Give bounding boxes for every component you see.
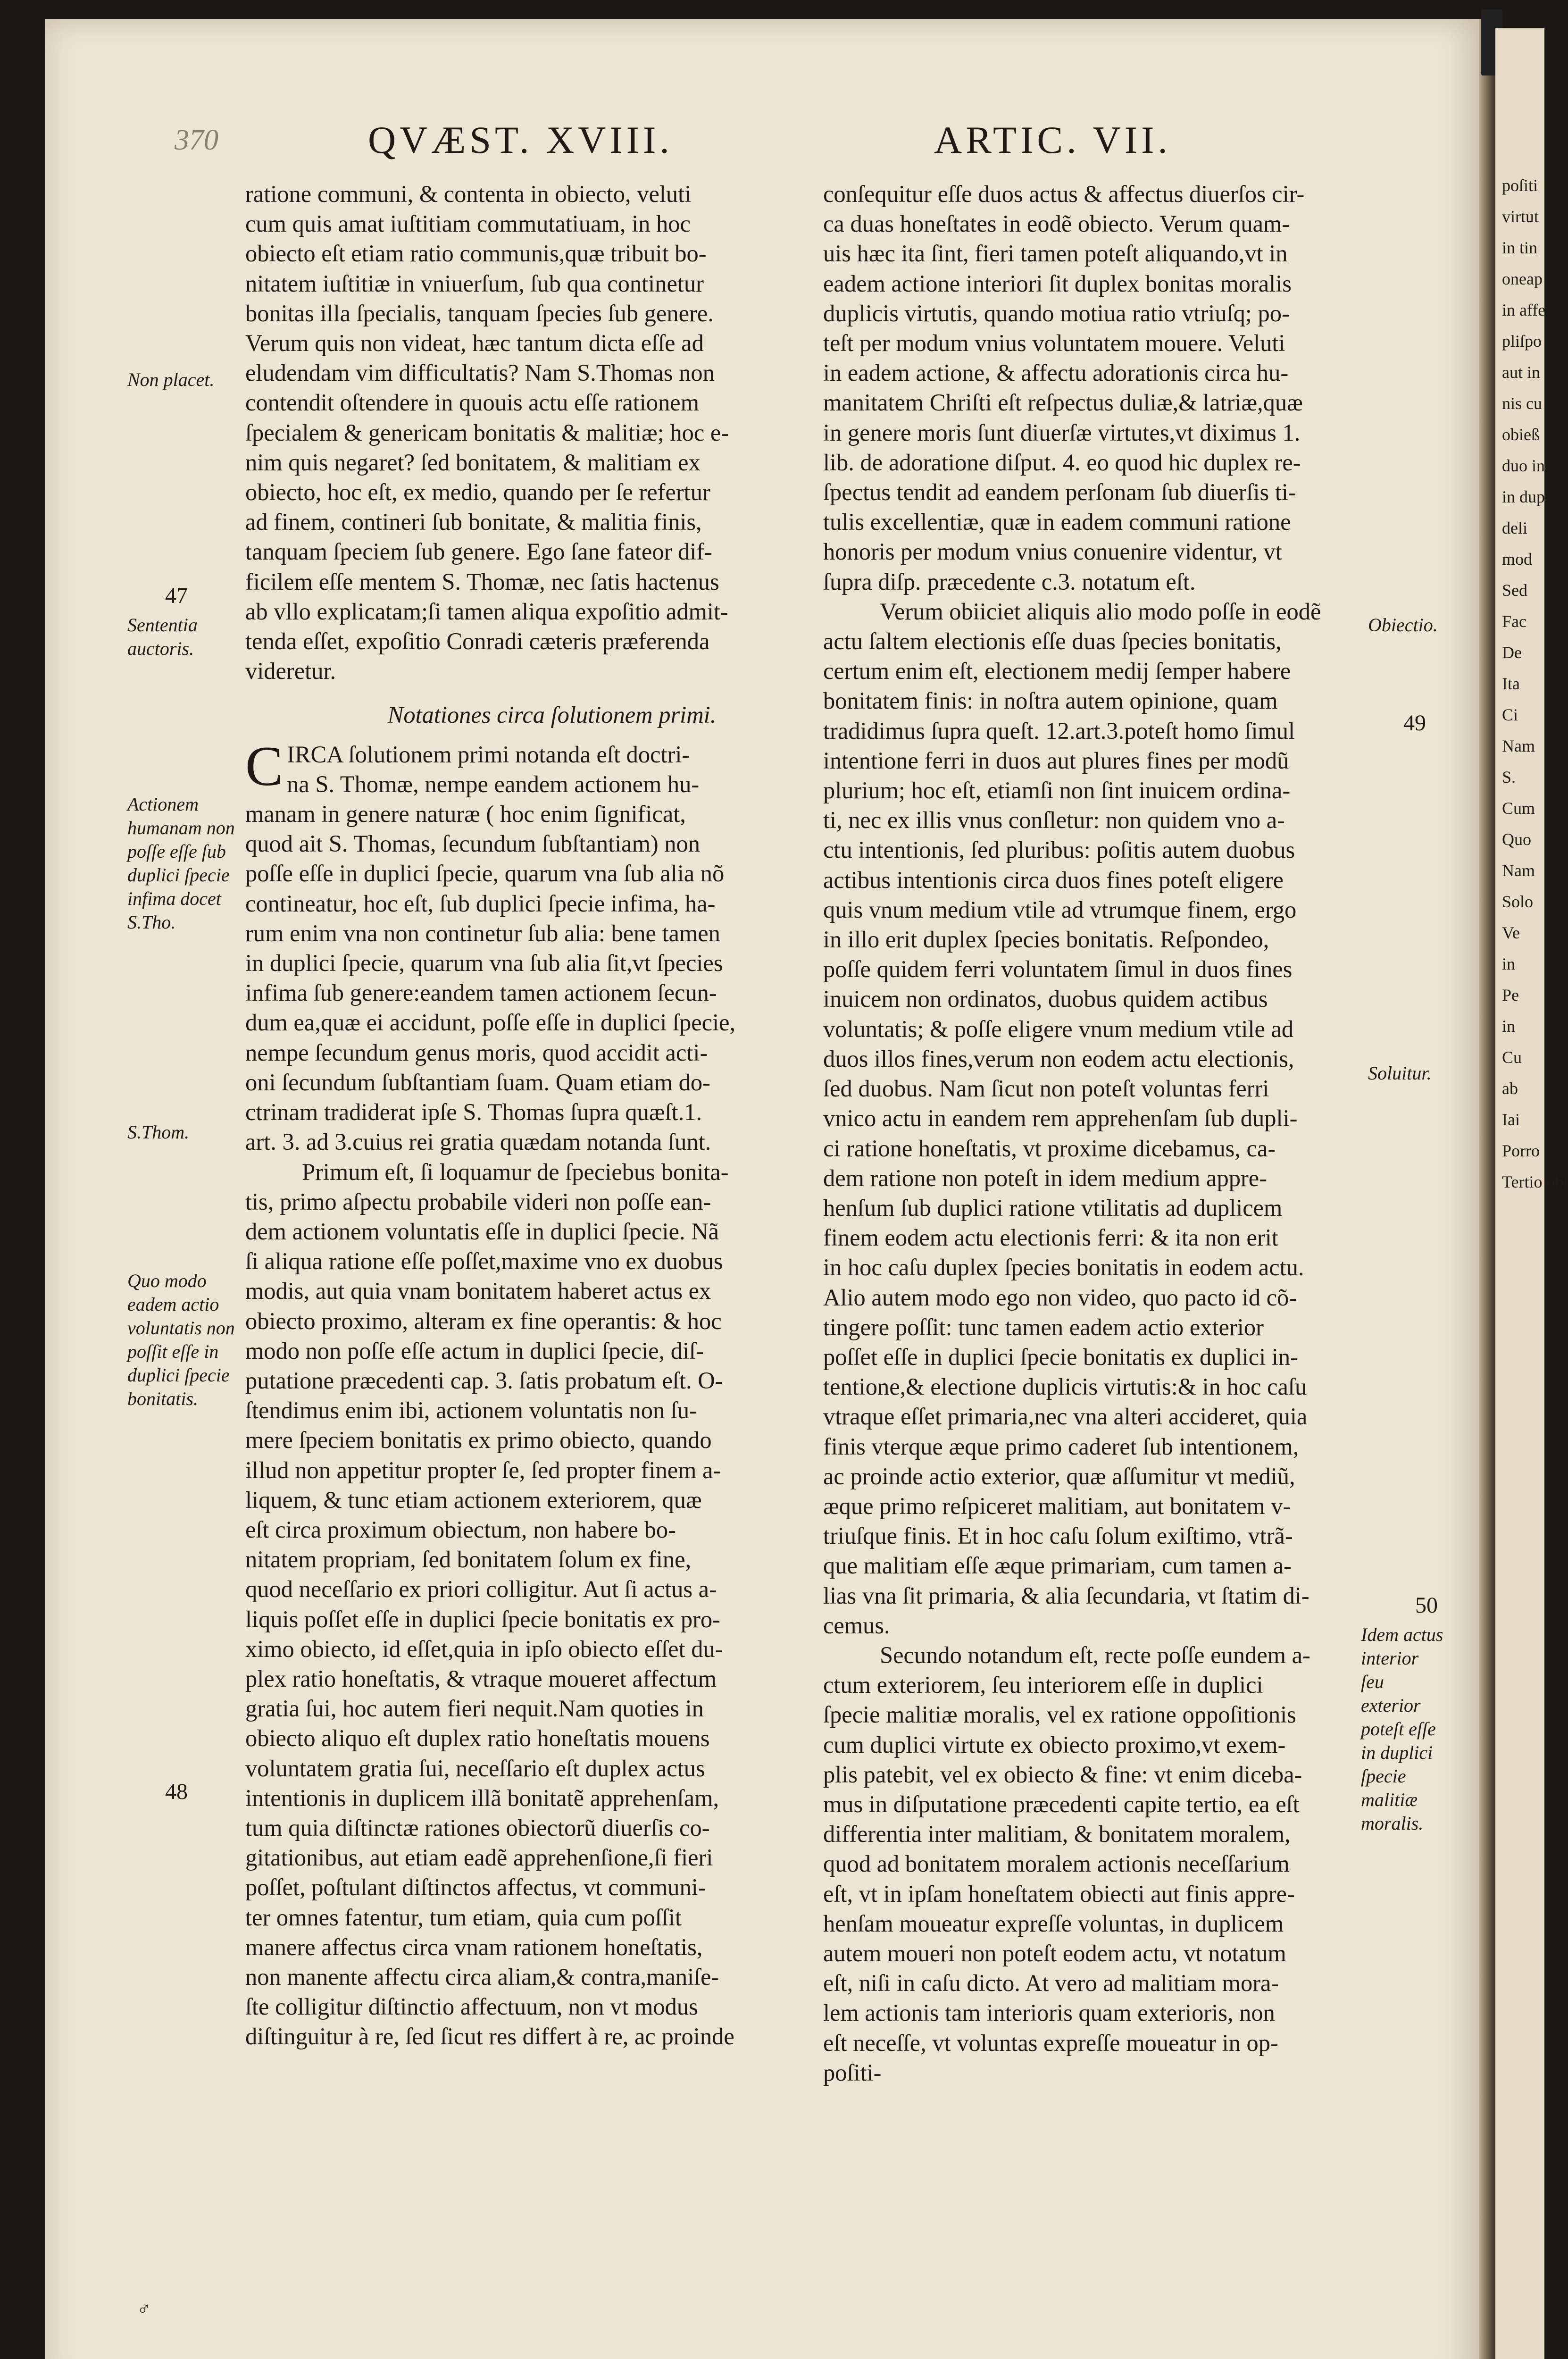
left-column-text-part1 (245, 179, 859, 686)
text-line: voluntatis; & poſſe eligere vnum medium vtile ad (823, 1015, 1294, 1042)
text-line: tenda eſſet, expoſitio Conradi cæteris præferenda (245, 628, 710, 655)
text-line: Secundo notandum eſt, recte poſſe eundem a- (880, 1641, 1310, 1668)
left-column-text-part2 (245, 734, 859, 2052)
text-line: duplicis virtutis, quando motiua ratio vtriuſq; po- (823, 300, 1290, 326)
facing-page-fragment: De (1502, 643, 1522, 662)
text-line: tradidimus ſupra queſt. 12.art.3.poteſt homo ſimul (823, 717, 1295, 744)
left-text-column (245, 179, 859, 2052)
margin-note-non-placet: Non placet. (127, 369, 215, 390)
text-line: in hoc caſu duplex ſpecies bonitatis in eodem actu. (823, 1254, 1304, 1281)
facing-page-fragment: Nam (1502, 861, 1535, 880)
facing-page-fragment: Fac (1502, 612, 1526, 631)
facing-page-fragment: poſiti (1502, 176, 1538, 195)
text-line: ſi aliqua ratione eſſe poſſet,maxime vno ex duobus (245, 1248, 723, 1275)
text-line: intentione ferri in duos aut plures fines per modũ (823, 747, 1289, 774)
text-line: differentia inter malitiam, & bonitatem moralem, (823, 1821, 1291, 1848)
text-line: certum enim eſt, electionem medij ſemper habere (823, 658, 1291, 685)
text-line: eſt circa proximum obiectum, non habere bo- (245, 1516, 676, 1543)
text-line: nitatem iuſtitiæ in vniuerſum, ſub qua continetur (245, 270, 704, 297)
text-line: intentionis in duplicem illã bonitatẽ apprehenſam, (245, 1784, 719, 1811)
text-line: ſed duobus. Nam ſicut non poteſt voluntas ferri (823, 1075, 1269, 1102)
facing-page-fragment: obieß (1502, 425, 1540, 444)
text-line: ci ratione honeſtatis, vt proxime dicebamus, ca- (823, 1135, 1276, 1162)
text-line: Verum obiiciet aliquis alio modo poſſe in eodẽ (880, 598, 1321, 625)
text-line: diſtinguitur à re, ſed ſicut res differt à re, ac proinde (245, 2023, 734, 2050)
text-line: ſpectus tendit ad eandem perſonam ſub diuerſis ti- (823, 479, 1296, 506)
text-line: dum ea,quæ ei accidunt, poſſe eſſe in duplici ſpecie, (245, 1009, 736, 1036)
text-line: nim quis negaret? ſed bonitatem, & malitiam ex (245, 449, 701, 476)
text-line: ac proinde actio exterior, quæ aſſumitur vt mediũ, (823, 1463, 1295, 1489)
text-line: poſſet, poſtulant diſtinctos affectus, vt communi- (245, 1874, 706, 1901)
facing-page-fragment: Quo (1502, 830, 1531, 849)
paragraph-number-50: 50 (1415, 1593, 1438, 1618)
text-line: manitatem Chriſti eſt reſpectus duliæ,& latriæ,quæ (823, 389, 1303, 416)
text-line: tanquam ſpeciem ſub genere. Ego ſane fateor dif- (245, 538, 712, 565)
text-line: modis, aut quia vnam bonitatem haberet actus ex (245, 1278, 711, 1305)
facing-page-fragment: in affe (1502, 301, 1546, 319)
text-line: gitationibus, aut etiam eadẽ apprehenſione,ſi fieri (245, 1844, 713, 1871)
text-line: obiecto, hoc eſt, ex medio, quando per ſe refertur (245, 479, 710, 506)
right-text-column (823, 179, 1436, 2088)
text-line: finis vterque æque primo caderet ſub intentionem, (823, 1433, 1299, 1460)
facing-page-fragment: duo in (1502, 456, 1545, 475)
text-line: bonitatem finis: in noſtra autem opinione, quam (823, 687, 1278, 714)
margin-note-sthom: S.Thom. (127, 1121, 190, 1143)
text-line: Verum quis non videat, hæc tantum dicta eſſe ad (245, 330, 704, 357)
text-line: ratione communi, & contenta in obiecto, veluti (245, 181, 692, 207)
text-line: na S. Thomæ, nempe eandem actionem hu- (287, 770, 700, 797)
margin-note-soluitur: Soluitur. (1368, 1062, 1432, 1084)
text-line: lias vna ſit primaria, & alia ſecundaria, vt ſtatim di- (823, 1582, 1309, 1609)
facing-page-fragment: in (1502, 1017, 1516, 1036)
text-line: Alio autem modo ego non video, quo pacto id cõ- (823, 1284, 1297, 1311)
facing-page-edge (1495, 28, 1568, 2359)
text-line: ca duas honeſtates in eodẽ obiecto. Verum quam- (823, 210, 1290, 237)
text-line: ad finem, contineri ſub bonitate, & malitia finis, (245, 509, 702, 535)
text-line: poſiti- (823, 2059, 882, 2086)
running-head-question: QVÆST. XVIII. (368, 118, 673, 161)
text-line: ficilem eſſe mentem S. Thomæ, nec ſatis hactenus (245, 568, 719, 595)
facing-page-fragment: ab (1502, 1079, 1518, 1098)
text-line: actibus intentionis circa duos fines poteſt eligere (823, 866, 1284, 893)
text-line: rum enim vna non continetur ſub alia: bene tamen (245, 920, 720, 946)
text-line: ctu intentionis, ſed pluribus: poſitis autem duobus (823, 837, 1295, 863)
text-line: tum quia diſtinctæ rationes obiectorũ diuerſis co- (245, 1814, 710, 1841)
text-line: ſpecie malitiæ moralis, vel ex ratione oppoſitionis (823, 1701, 1296, 1728)
paragraph-number-48: 48 (165, 1779, 188, 1804)
facing-page-fragment: Cum (1502, 799, 1535, 818)
text-line: IRCA ſolutionem primi notanda eſt doctri- (287, 741, 690, 768)
facing-page-fragment: pliſpo (1502, 332, 1542, 351)
text-line: tentione,& electione duplicis virtutis:& in hoc caſu (823, 1373, 1307, 1400)
text-line: lib. de adoratione diſput. 4. eo quod hic duplex re- (823, 449, 1301, 476)
text-line: poſſe quidem ferri voluntatem ſimul in duos fines (823, 956, 1293, 983)
text-line: mere ſpeciem bonitatis ex primo obiecto, quando (245, 1427, 712, 1454)
text-line: que malitiam eſſe æque primariam, cum tamen a- (823, 1552, 1292, 1579)
text-line: tulis excellentiæ, quæ in eadem communi ratione (823, 509, 1291, 535)
facing-page-fragment: nis cu (1502, 394, 1542, 413)
text-line: poſſe eſſe in duplici ſpecie, quarum vna ſub alia nõ (245, 860, 725, 887)
text-line: eſt, vt in ipſam honeſtatem obiecti aut finis appre- (823, 1880, 1295, 1907)
facing-page-fragment: in (1502, 954, 1516, 973)
facing-page-fragment: in tin (1502, 238, 1538, 257)
text-line: ab vllo explicatam;ſi tamen aliqua expoſitio admit- (245, 598, 728, 625)
text-line: infima ſub genere:eandem tamen actionem ſecun- (245, 979, 717, 1006)
book-spine (1479, 19, 1495, 2359)
text-line: ter omnes fatentur, tum etiam, quia cum poſſit (245, 1904, 682, 1931)
text-line: mus in diſputatione præcedenti capite tertio, ea eſt (823, 1790, 1300, 1817)
paragraph-number-47: 47 (165, 583, 188, 608)
text-line: actu ſaltem electionis eſſe duas ſpecies bonitatis, (823, 628, 1282, 655)
text-line: finem eodem actu electionis ferri: & ita non erit (823, 1224, 1278, 1251)
text-line: illud non appetitur propter ſe, ſed propter finem a- (245, 1456, 721, 1483)
text-line: liquem, & tunc etiam actionem exteriorem, quæ (245, 1486, 702, 1513)
text-line: autem moueri non poteſt eodem actu, vt notatum (823, 1940, 1286, 1966)
page-number: 370 (175, 124, 218, 156)
text-line: art. 3. ad 3.cuius rei gratia quædam notanda ſunt. (245, 1129, 711, 1155)
text-line: dem actionem voluntatis eſſe in duplici ſpecie. Nã (245, 1218, 719, 1245)
running-head-article: ARTIC. VII. (934, 118, 1171, 161)
text-line: uis hæc ita ſint, fieri tamen poteſt aliquando,vt in (823, 240, 1288, 267)
text-line: quod neceſſario ex priori colligitur. Aut ſi actus a- (245, 1576, 717, 1603)
facing-page-fragment: Ita (1502, 674, 1520, 693)
footer-printer-mark: ♂ (137, 2298, 151, 2319)
text-line: in illo erit duplex ſpecies bonitatis. Reſpondeo, (823, 926, 1269, 953)
facing-page-fragment: Tertio obſ (1502, 1172, 1568, 1191)
text-line: tingere poſſit: tunc tamen eadem actio exterior (823, 1313, 1264, 1340)
text-line: henſum ſub duplici ratione vtilitatis ad duplicem (823, 1194, 1283, 1221)
text-line: quis vnum medium vtile ad vtrumque finem, ergo (823, 896, 1297, 923)
text-line: ſpecialem & genericam bonitatis & malitiæ; hoc e- (245, 419, 729, 446)
text-line: eadem actione interiori ſit duplex bonitas moralis (823, 270, 1292, 297)
text-line: in duplici ſpecie, quarum vna ſub alia ſit,vt ſpecies (245, 950, 723, 977)
text-line: ctrinam tradiderat ipſe S. Thomas ſupra quæſt.1. (245, 1099, 702, 1126)
text-line: voluntatem gratia ſui, neceſſario eſt duplex actus (245, 1755, 705, 1782)
text-line: contineatur, hoc eſt, ſub duplici ſpecie infima, ha- (245, 890, 716, 917)
text-line: vtraque eſſet primaria,nec vna alteri accideret, quia (823, 1403, 1308, 1430)
text-line: duos illos fines,verum non eodem actu electionis, (823, 1045, 1294, 1072)
text-line: quod ait S. Thomas, ſecundum ſubſtantiam) non (245, 830, 701, 857)
text-line: bonitas illa ſpecialis, tanquam ſpecies ſub genere. (245, 300, 714, 326)
text-line: obiecto eſt etiam ratio communis,quæ tribuit bo- (245, 240, 707, 267)
text-line: cum duplici virtute ex obiecto proximo,vt exem- (823, 1731, 1286, 1758)
text-line: honoris per modum vnius conuenire videntur, vt (823, 538, 1282, 565)
facing-page-fragment: Iai (1502, 1110, 1520, 1129)
text-line: æque primo reſpiceret malitiam, aut bonitatem v- (823, 1492, 1291, 1519)
facing-page-fragment: S. (1502, 768, 1516, 786)
text-line: cum quis amat iuſtitiam commutatiuam, in hoc (245, 210, 691, 237)
text-line: conſequitur eſſe duos actus & affectus diuerſos cir- (823, 181, 1305, 207)
text-line: obiecto proximo, alteram ex fine operantis: & hoc (245, 1307, 722, 1334)
right-column-text (823, 179, 1436, 2088)
text-line: plis patebit, vel ex obiecto & fine: vt enim diceba- (823, 1761, 1302, 1788)
text-line: ſtendimus enim ibi, actionem voluntatis non ſu- (245, 1397, 697, 1424)
facing-page-fragment: oneap (1502, 269, 1543, 288)
facing-page-fragment: Nam (1502, 736, 1535, 755)
text-line: eſt neceſſe, vt voluntas expreſſe moueatur in op- (823, 2029, 1278, 2056)
text-line: dem ratione non poteſt in idem medium appre- (823, 1164, 1268, 1191)
text-line: ctum exteriorem, ſeu interiorem eſſe in duplici (823, 1672, 1263, 1698)
margin-note-sententia: Sententia auctoris. (127, 614, 198, 659)
text-line: contendit oſtendere in quouis actu eſſe rationem (245, 389, 699, 416)
text-line: cemus. (823, 1612, 890, 1639)
section-subheading: Notationes circa ſolutionem primi. (387, 702, 717, 728)
drop-cap: C (245, 734, 284, 797)
text-line: plurium; hoc eſt, etiamſi non ſint inuicem ordina- (823, 777, 1291, 804)
facing-page-fragment: Solo (1502, 892, 1534, 911)
text-line: poſſet eſſe in duplici ſpecie bonitatis ex duplici in- (823, 1343, 1298, 1370)
text-line: manere affectus circa vnam rationem honeſtatis, (245, 1933, 703, 1960)
text-line: nitatem propriam, ſed bonitatem ſolum ex fine, (245, 1546, 692, 1573)
margin-note-actionem: Actionem humanam non poſſe eſſe ſub duplici ſpecie infima docet S.Tho. (127, 794, 235, 933)
facing-page-fragment: Ci (1502, 705, 1518, 724)
facing-page-fragment: virtut (1502, 207, 1539, 226)
facing-page-fragment: in dup (1502, 487, 1545, 506)
facing-page-fragment: aut in (1502, 363, 1540, 382)
text-line: ſupra diſp. præcedente c.3. notatum eſt. (823, 568, 1196, 595)
text-line: in eadem actione, & affectu adorationis circa hu- (823, 360, 1289, 386)
text-line: ximo obiecto, id eſſet,quia in ipſo obiecto eſſet du- (245, 1635, 723, 1662)
text-line: quod ad bonitatem moralem actionis neceſſarium (823, 1850, 1290, 1877)
margin-note-quomodo: Quo modo eadem actio voluntatis non poſſit eſſe in duplici ſpecie bonitatis. (127, 1270, 235, 1409)
text-line: liquis poſſet eſſe in duplici ſpecie bonitatis ex pro- (245, 1606, 720, 1632)
text-line: gratia ſui, hoc autem fieri nequit.Nam quoties in (245, 1695, 704, 1722)
text-line: in genere moris ſunt diuerſæ virtutes,vt diximus 1. (823, 419, 1301, 446)
text-line: Primum eſt, ſi loquamur de ſpeciebus bonita- (302, 1158, 729, 1185)
text-line: non manente affectu circa aliam,& contra,maniſe- (245, 1963, 719, 1990)
paragraph-number-49: 49 (1403, 711, 1426, 736)
text-line: oni ſecundum ſubſtantiam ſuam. Quam etiam do- (245, 1069, 710, 1096)
text-line: plex ratio honeſtatis, & vtraque moueret affectum (245, 1665, 717, 1692)
text-line: nempe ſecundum genus moris, quod accidit acti- (245, 1039, 708, 1066)
text-line: obiecto aliquo eſt duplex ratio honeſtatis mouens (245, 1725, 710, 1752)
text-line: triuſque finis. Et in hoc caſu ſolum exiſtimo, vtrã- (823, 1522, 1293, 1549)
facing-page-fragment: mod (1502, 550, 1533, 569)
text-line: ti, nec ex illis vnus conſletur: non quidem vno a- (823, 807, 1285, 834)
facing-page-fragment: Sed (1502, 581, 1527, 600)
text-line: modo non poſſe eſſe actum in duplici ſpecie, diſ- (245, 1337, 704, 1364)
text-line: vnico actu in eandem rem apprehenſam ſub dupli- (823, 1105, 1298, 1132)
facing-page-fragment: Porro (1502, 1141, 1540, 1160)
text-line: eſt, niſi in caſu dicto. At vero ad malitiam mora- (823, 1970, 1279, 1997)
facing-page-fragment: Pe (1502, 986, 1519, 1004)
margin-note-obiectio: Obiectio. (1368, 614, 1438, 636)
text-line: manam in genere naturæ ( hoc enim ſignificat, (245, 801, 686, 828)
margin-note-idem-actus: Idem actus interior ſeu exterior poteſt eſſe in duplici ſpecie malitiæ moralis. (1361, 1624, 1443, 1834)
facing-page-fragment: deli (1502, 519, 1527, 537)
text-line: tis, primo aſpectu probabile videri non poſſe ean- (245, 1188, 711, 1215)
text-line: ſte colligitur diſtinctio affectuum, non vt modus (245, 1993, 698, 2020)
text-line: videretur. (245, 658, 336, 685)
text-line: inuicem non ordinatos, duobus quidem actibus (823, 986, 1268, 1012)
text-line: putatione præcedenti cap. 3. ſatis probatum eſt. O- (245, 1367, 723, 1394)
facing-page-fragment: Ve (1502, 923, 1520, 942)
facing-page-fragment: Cu (1502, 1048, 1522, 1067)
text-line: teſt per modum vnius voluntatem mouere. Veluti (823, 330, 1285, 357)
text-line: henſam moueatur expreſſe voluntas, in duplicem (823, 1910, 1284, 1937)
text-line: lem actionis tam interioris quam exterioris, non (823, 1999, 1275, 2026)
text-line: eludendam vim difficultatis? Nam S.Thomas non (245, 360, 715, 386)
